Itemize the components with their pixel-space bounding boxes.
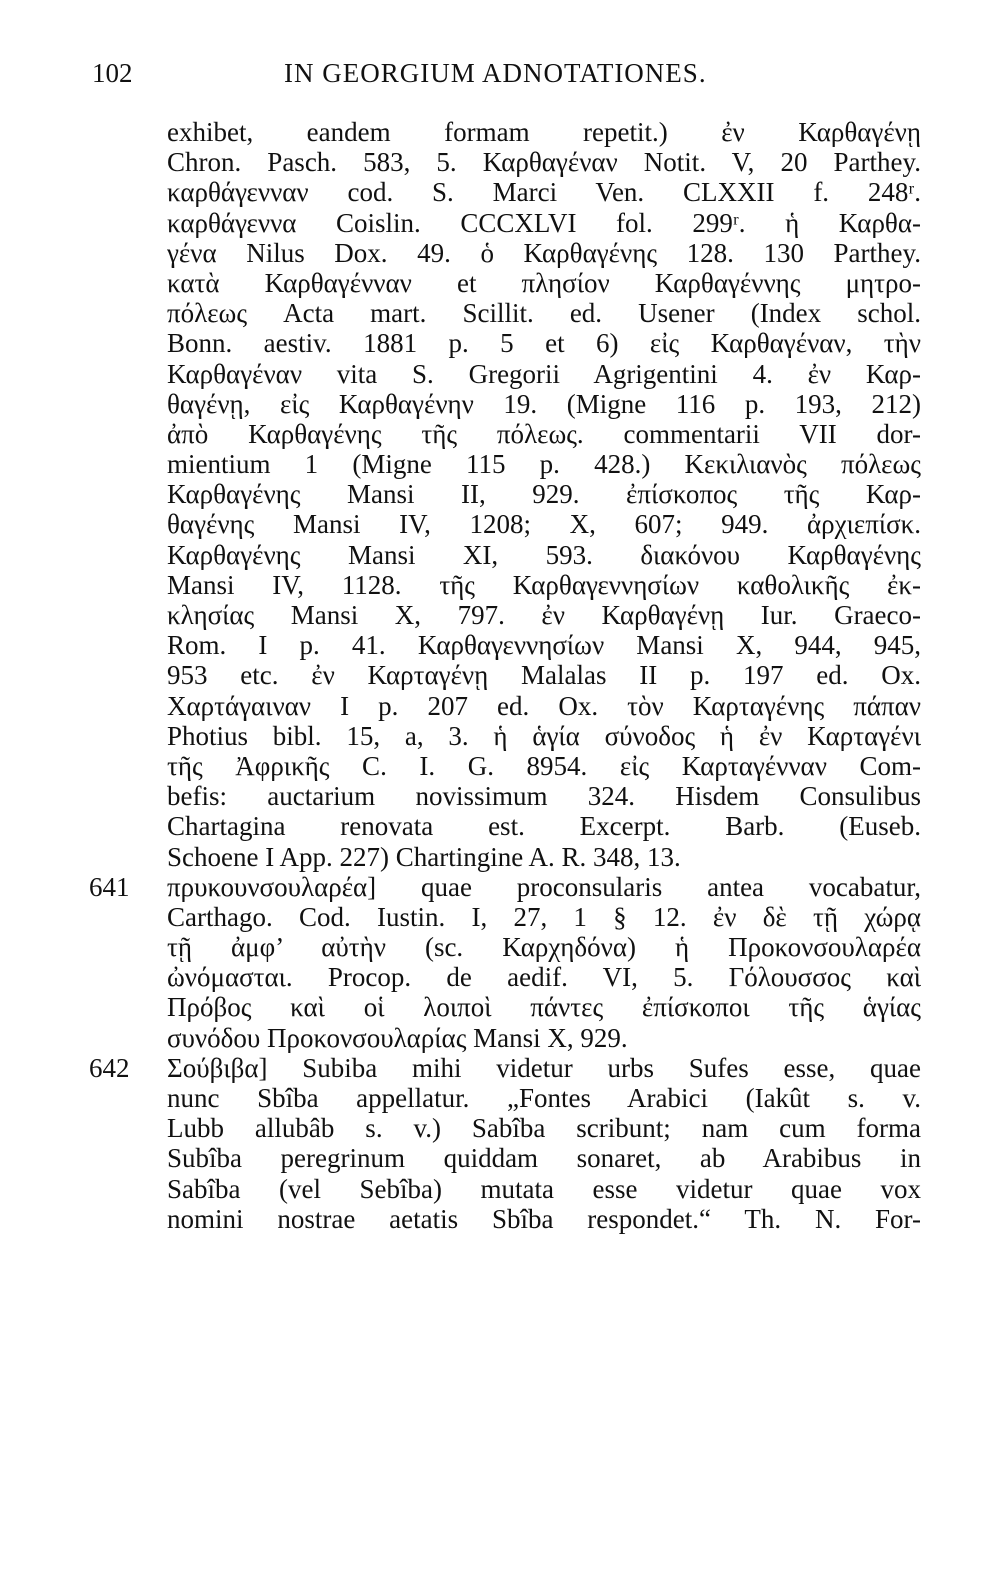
text-line: exhibet, eandem formam repetit.) ἐν Καρθαγένῃ xyxy=(167,117,921,147)
text-line: Sabîba (vel Sebîba) mutata esse videtur quae vox xyxy=(167,1173,921,1204)
text-line: Mansi IV, 1128. τῆς Καρθαγεννησίων καθολικῆς ἐκ- xyxy=(167,569,921,600)
text-line: Πρόβος καὶ οἱ λοιποὶ πάντες ἐπίσκοποι τῆς ἁγίας xyxy=(167,992,921,1023)
text-line: ἀπὸ Καρθαγένης τῆς πόλεως. commentarii VII dor- xyxy=(167,418,921,449)
text-line: Carthago. Cod. Iustin. I, 27, 1 § 12. ἐν δὲ τῇ χώρᾳ xyxy=(167,901,921,932)
text-line: Chron. Pasch. 583, 5. Καρθαγέναν Notit. V, 20 Parthey. xyxy=(167,147,921,178)
text-line: Καρθαγένης Mansi XI, 593. διακόνου Καρθαγένης xyxy=(167,539,921,570)
text-line: θαγένῃ, εἰς Καρθαγένην 19. (Migne 116 p. 193, 212) xyxy=(167,388,921,419)
page-header xyxy=(92,58,912,98)
text-line: Photius bibl. 15, a, 3. ἡ ἁγία σύνοδος ἡ ἐν Καρταγένι xyxy=(167,720,921,751)
text-line: τῆς Ἀφρικῆς C. I. G. 8954. εἰς Καρταγένναν Com- xyxy=(167,750,921,781)
text-line: mientium 1 (Migne 115 p. 428.) Κεκιλιανὸς πόλεως xyxy=(167,449,921,480)
text-line: τῇ ἀμφ’ αὐτὴν (sc. Καρχηδόνα) ἡ Προκονσουλαρέα xyxy=(167,932,921,963)
text-line: συνόδου Προκονσουλαρίας Mansi X, 929. xyxy=(167,1022,628,1053)
text-line: Καρθαγένης Mansi II, 929. ἐπίσκοπος τῆς Καρ- xyxy=(167,479,921,510)
text-line: Bonn. aestiv. 1881 p. 5 et 6) εἰς Καρθαγέναν, τὴν xyxy=(167,328,921,359)
commentary-text xyxy=(89,117,921,1234)
text-line: befis: auctarium novissimum 324. Hisdem Consulibus xyxy=(167,781,921,812)
text-line: κλησίας Mansi X, 797. ἐν Καρθαγένῃ Iur. Graeco- xyxy=(167,600,921,630)
text-line: Καρθαγέναν vita S. Gregorii Agrigentini 4. ἐν Καρ- xyxy=(167,358,921,389)
page-number: 102 xyxy=(92,58,133,88)
text-line: καρθάγενναν cod. S. Marci Ven. CLXXII f. 248ʳ. xyxy=(167,177,921,208)
running-title: IN GEORGIUM ADNOTATIONES. xyxy=(284,58,707,88)
text-line: καρθάγεννα Coislin. CCCXLVI fol. 299ʳ. ἡ Καρθα- xyxy=(167,207,921,238)
line-number-641: 641 xyxy=(89,871,130,902)
text-line: Chartagina renovata est. Excerpt. Barb. (Euseb. xyxy=(167,811,921,842)
text-line: ὠνόμασται. Procop. de aedif. VI, 5. Γόλουσσος καὶ xyxy=(167,962,921,993)
text-line: Rom. I p. 41. Καρθαγεννησίων Mansi X, 944, 945, xyxy=(167,630,921,661)
text-line: nomini nostrae aetatis Sbîba respondet.“ Th. N. For- xyxy=(167,1203,921,1234)
entry-642 xyxy=(89,1052,921,1234)
line-number-642: 642 xyxy=(89,1052,130,1083)
text-line: κατὰ Καρθαγένναν et πλησίον Καρθαγέννης μητρο- xyxy=(167,267,921,298)
text-line: Subîba peregrinum quiddam sonaret, ab Arabibus in xyxy=(167,1143,921,1174)
text-line: Χαρτάγαιναν I p. 207 ed. Ox. τὸν Καρταγένης πάπαν xyxy=(167,690,921,721)
text-line: Schoene I App. 227) Chartingine A. R. 348, 13. xyxy=(167,841,681,872)
text-line: γένα Nilus Dox. 49. ὁ Καρθαγένης 128. 130 Parthey. xyxy=(167,237,921,268)
text-line: πρυκουνσουλαρέα] quae proconsularis antea vocabatur, xyxy=(167,871,921,902)
entry-641 xyxy=(89,871,921,1053)
text-line: πόλεως Acta mart. Scillit. ed. Usener (Index schol. xyxy=(167,298,921,329)
text-line: 953 etc. ἐν Καρταγένῃ Malalas II p. 197 ed. Ox. xyxy=(167,660,921,691)
text-line: Σούβιβα] Subiba mihi videtur urbs Sufes esse, quae xyxy=(167,1052,921,1083)
text-line: Lubb allubâb s. v.) Sabîba scribunt; nam cum forma xyxy=(167,1113,921,1144)
text-line: nunc Sbîba appellatur. „Fontes Arabici (Iakût s. v. xyxy=(167,1083,921,1113)
text-line: θαγένης Mansi IV, 1208; X, 607; 949. ἀρχιεπίσκ. xyxy=(167,509,921,540)
